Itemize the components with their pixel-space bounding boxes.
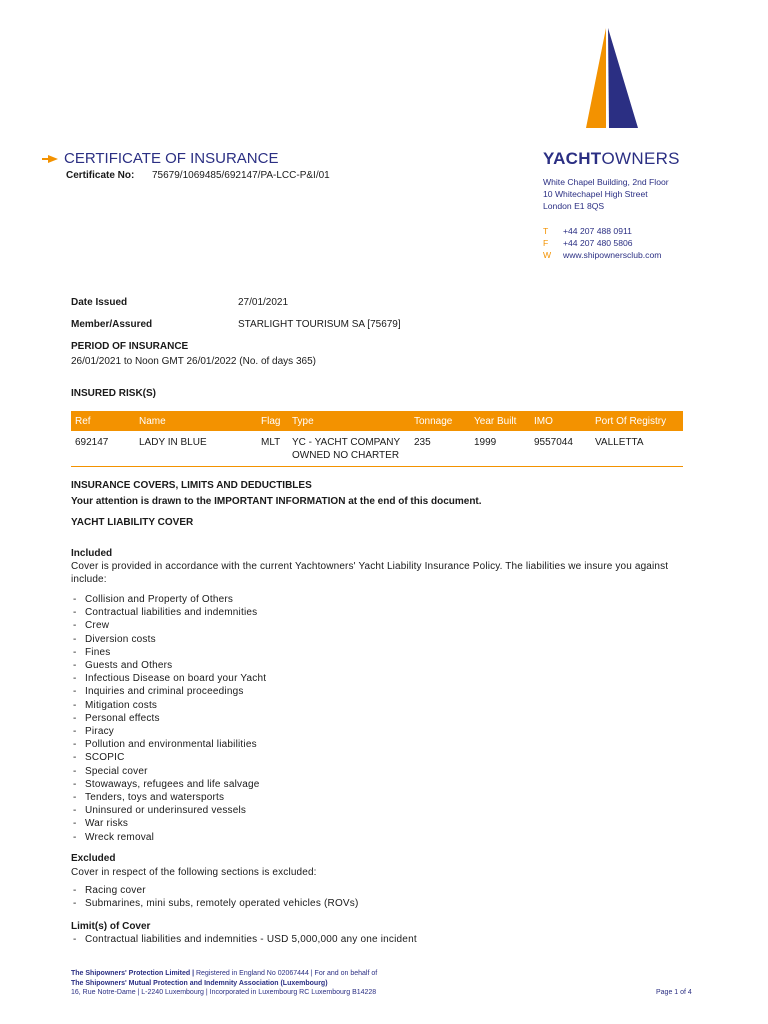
contact-fax: F +44 207 480 5806 <box>543 238 633 248</box>
yachtowners-logo-icon <box>582 26 642 136</box>
section-heading: YACHT LIABILITY COVER <box>71 517 194 528</box>
excluded-heading: Excluded <box>71 853 116 864</box>
included-text: Cover is provided in accordance with the current Yachtowners' Yacht Liability Insurance Policy. The liabilities we insure you against include: <box>71 561 669 585</box>
insured-risks-table <box>71 411 683 467</box>
column-header: Type <box>288 411 410 431</box>
list-item: - Stowaways, refugees and life salvage <box>73 778 266 791</box>
period-heading: PERIOD OF INSURANCE <box>71 341 189 352</box>
table-header-row <box>71 411 683 431</box>
footer-line: The Shipowners' Mutual Protection and Indemnity Association (Luxembourg) <box>71 979 328 987</box>
address-line: London E1 8QS <box>543 201 605 211</box>
arrow-icon <box>48 155 58 163</box>
list-item: - Crew <box>73 619 266 632</box>
column-header: Tonnage <box>410 411 470 431</box>
limits-heading: Limit(s) of Cover <box>71 921 151 932</box>
list-item: - Guests and Others <box>73 659 266 672</box>
list-item: - SCOPIC <box>73 751 266 764</box>
contact-phone: T +44 207 488 0911 <box>543 226 632 236</box>
list-item: - Infectious Disease on board your Yacht <box>73 672 266 685</box>
table-row <box>71 431 683 467</box>
included-heading: Included <box>71 548 113 559</box>
contact-web[interactable]: W www.shipownersclub.com <box>543 250 662 260</box>
cell-flag: MLT <box>261 437 281 448</box>
cell-tonnage: 235 <box>414 437 431 448</box>
column-header: Flag <box>257 411 288 431</box>
list-item: - Wreck removal <box>73 831 266 844</box>
footer <box>71 969 377 998</box>
list-item: - Pollution and environmental liabilities <box>73 738 266 751</box>
footer-line: The Shipowners' Protection Limited | Registered in England No 02067444 | For and on behalf of <box>71 970 378 977</box>
cell-ref: 692147 <box>75 437 109 448</box>
column-header: Ref <box>71 411 135 431</box>
cell-year-built: 1999 <box>474 437 497 448</box>
address-line: 10 Whitechapel High Street <box>543 189 648 199</box>
list-item: - Racing cover <box>73 884 359 897</box>
list-item: - Contractual liabilities and indemnities <box>73 606 266 619</box>
insured-risks-heading: INSURED RISK(S) <box>71 388 157 399</box>
cell-imo: 9557044 <box>534 437 573 448</box>
excluded-list <box>73 884 359 910</box>
period-value: 26/01/2021 to Noon GMT 26/01/2022 (No. of days 365) <box>71 356 316 367</box>
address-line: White Chapel Building, 2nd Floor <box>543 177 669 187</box>
list-item: - Fines <box>73 646 266 659</box>
attention-note: Your attention is drawn to the IMPORTANT INFORMATION at the end of this document. <box>71 496 482 507</box>
column-header: Year Built <box>470 411 530 431</box>
column-header: Name <box>135 411 257 431</box>
list-item: - Tenders, toys and watersports <box>73 791 266 804</box>
list-item: - Special cover <box>73 765 266 778</box>
excluded-text: Cover in respect of the following sections is excluded: <box>71 867 317 878</box>
date-issued-row: Date Issued 27/01/2021 <box>71 297 289 308</box>
list-item: - War risks <box>73 817 266 830</box>
list-item: - Contractual liabilities and indemnities - USD 5,000,000 any one incident <box>73 933 417 946</box>
cell-port: VALLETTA <box>595 437 644 448</box>
column-header: IMO <box>530 411 591 431</box>
certificate-title: CERTIFICATE OF INSURANCE <box>48 150 278 167</box>
brand-wordmark: YACHTOWNERS <box>543 149 680 168</box>
list-item: - Collision and Property of Others <box>73 593 266 606</box>
list-item: - Submarines, mini subs, remotely operated vehicles (ROVs) <box>73 897 359 910</box>
included-list <box>73 593 266 844</box>
page-number: Page 1 of 4 <box>656 989 692 996</box>
limits-list <box>73 933 417 946</box>
covers-heading: INSURANCE COVERS, LIMITS AND DEDUCTIBLES <box>71 480 312 491</box>
list-item: - Diversion costs <box>73 633 266 646</box>
list-item: - Piracy <box>73 725 266 738</box>
list-item: - Mitigation costs <box>73 699 266 712</box>
member-assured-row: Member/Assured STARLIGHT TOURISUM SA [75679] <box>71 319 401 330</box>
cell-type: YC - YACHT COMPANY OWNED NO CHARTER <box>292 437 400 461</box>
company-address <box>543 176 669 212</box>
certificate-number: Certificate No: 75679/1069485/692147/PA-LCC-P&I/01 <box>66 170 330 181</box>
cell-name: LADY IN BLUE <box>139 437 207 448</box>
column-header: Port Of Registry <box>591 411 683 431</box>
company-contact <box>543 225 661 261</box>
list-item: - Uninsured or underinsured vessels <box>73 804 266 817</box>
list-item: - Personal effects <box>73 712 266 725</box>
list-item: - Inquiries and criminal proceedings <box>73 685 266 698</box>
footer-line: 16, Rue Notre-Dame | L-2240 Luxembourg | Incorporated in Luxembourg RC Luxembourg B14228 <box>71 989 377 996</box>
